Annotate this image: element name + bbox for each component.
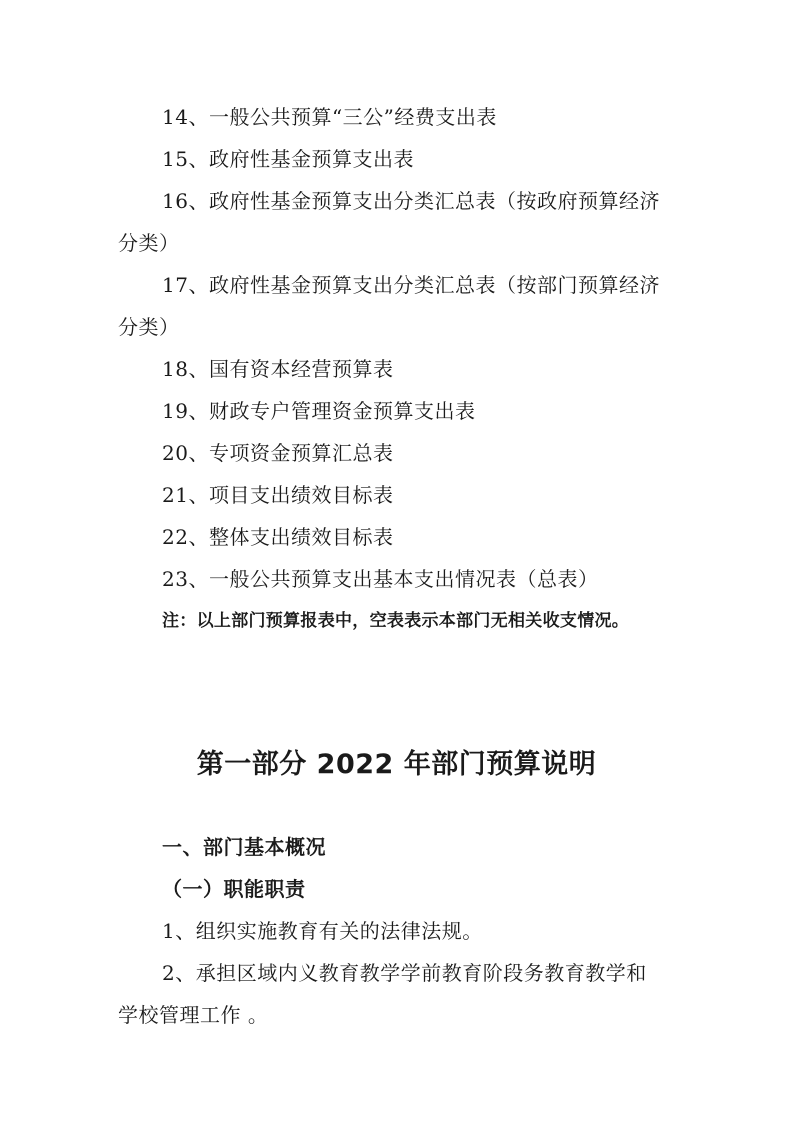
list-item-20: 20、专项资金预算汇总表 xyxy=(162,441,394,465)
list-item-22: 22、整体支出绩效目标表 xyxy=(162,525,394,549)
list-item-14: 14、一般公共预算“三公”经费支出表 xyxy=(162,105,497,129)
report-note: 注：以上部门预算报表中，空表表示本部门无相关收支情况。 xyxy=(162,611,630,631)
paragraph-2-continued: 学校管理工作 。 xyxy=(118,1003,269,1027)
list-item-16-continued: 分类） xyxy=(118,231,180,255)
list-item-17-continued: 分类） xyxy=(118,315,180,339)
list-item-19: 19、财政专户管理资金预算支出表 xyxy=(162,399,476,423)
paragraph-2: 2、承担区域内义教育教学学前教育阶段务教育教学和 xyxy=(162,961,647,985)
list-item-21: 21、项目支出绩效目标表 xyxy=(162,483,394,507)
list-item-17: 17、政府性基金预算支出分类汇总表（按部门预算经济 xyxy=(162,273,660,297)
section-heading-basic-overview: 一、部门基本概况 xyxy=(162,835,326,859)
section-title: 第一部分 2022 年部门预算说明 xyxy=(196,749,597,780)
list-item-18: 18、国有资本经营预算表 xyxy=(162,357,394,381)
list-item-23: 23、一般公共预算支出基本支出情况表（总表） xyxy=(162,567,599,591)
list-item-15: 15、政府性基金预算支出表 xyxy=(162,147,414,171)
subsection-heading-functions: （一）职能职责 xyxy=(162,877,306,901)
list-item-16: 16、政府性基金预算支出分类汇总表（按政府预算经济 xyxy=(162,189,660,213)
paragraph-1: 1、组织实施教育有关的法律法规。 xyxy=(162,919,483,943)
